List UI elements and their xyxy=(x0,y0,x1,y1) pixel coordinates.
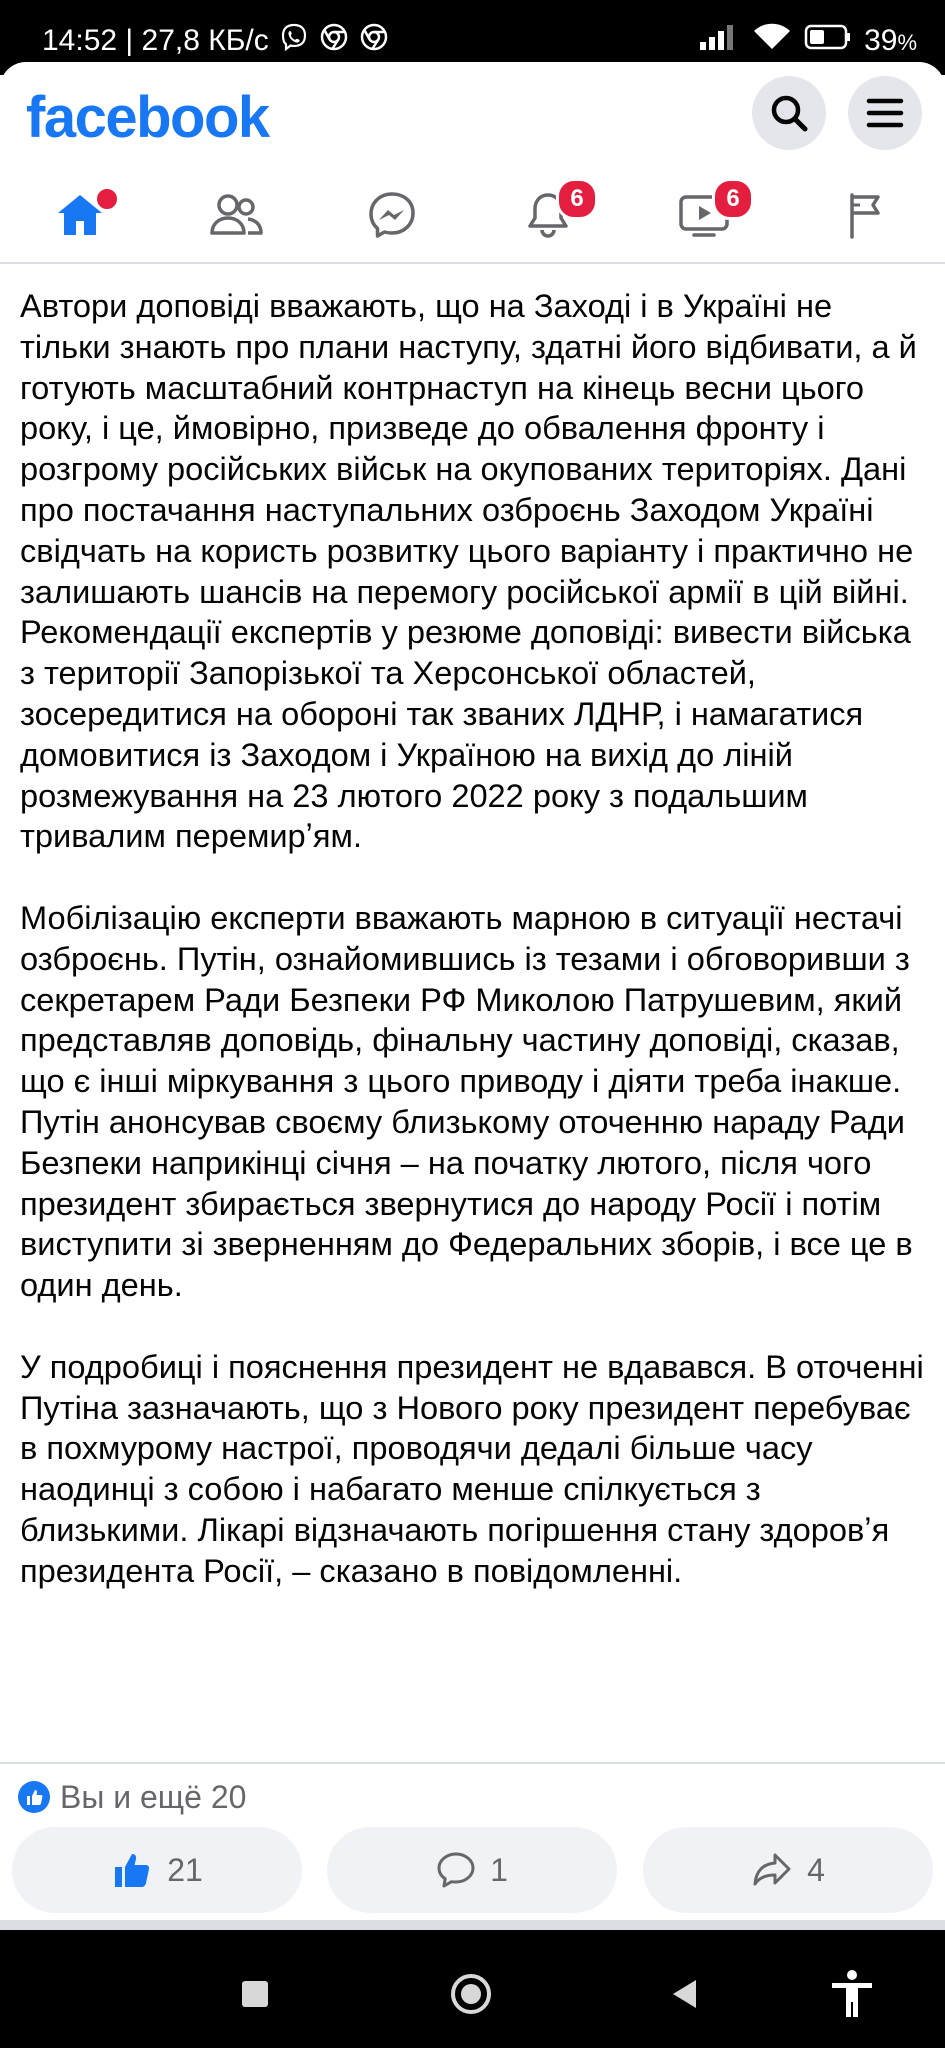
top-nav xyxy=(0,172,945,260)
tab-home[interactable] xyxy=(20,172,140,258)
messenger-icon xyxy=(366,189,418,241)
wifi-icon xyxy=(752,22,792,60)
tab-friends[interactable] xyxy=(176,172,296,258)
reactions-summary[interactable] xyxy=(18,1775,246,1819)
signal-icon xyxy=(698,22,740,60)
app-header xyxy=(0,62,945,264)
comment-button[interactable] xyxy=(327,1827,617,1913)
battery-icon xyxy=(804,23,852,59)
notifications-badge: 6 xyxy=(556,178,598,220)
back-button[interactable] xyxy=(655,1964,715,2024)
search-button[interactable] xyxy=(752,76,826,150)
tab-notifications[interactable] xyxy=(488,172,608,258)
separator-strip xyxy=(0,1920,945,1930)
back-triangle-icon xyxy=(668,1977,702,2011)
share-count: 4 xyxy=(807,1851,825,1888)
home-system-button[interactable] xyxy=(441,1964,501,2024)
post-text xyxy=(20,286,930,1632)
reactions-text: Вы и ещё 20 xyxy=(60,1778,247,1815)
like-reaction-icon xyxy=(18,1781,50,1813)
post-paragraph: У подробиці і пояснення президент не вдавався. В оточенні Путіна зазначають, що з Нового року президент перебуває в похмурому настрої, проводячи дедалі більше часу наодинці з собою і набагато менше спілкується з близькими. Лікарі відзначають погіршення стану здоровʼя президента Росії, – сказано в повідомленні. xyxy=(20,1347,924,1589)
comment-icon xyxy=(436,1850,476,1890)
home-new-dot xyxy=(94,186,120,212)
post-paragraph: Мобілізацію експерти вважають марною в ситуації нестачі озброєнь. Путін, ознайомившись із тезами і обговоривши з секретарем Ради Безпеки РФ Миколою Патрушевим, який представляв доповідь, фінальну частину доповіді, сказав, що є інші міркування з цього приводу і діяти треба інакше. Путін анонсував своєму близькому оточенню нараду Ради Безпеки наприкінці січня – на початку лютого, після чого президент збирається звернутися до народу Росії і потім виступити зі зверненням до Федеральних зборів, і все це в один день. xyxy=(20,898,913,1304)
tab-watch[interactable] xyxy=(644,172,764,258)
friends-icon xyxy=(208,189,264,241)
menu-button[interactable] xyxy=(848,76,922,150)
thumbs-up-icon xyxy=(111,1849,153,1891)
menu-icon xyxy=(863,91,907,135)
recents-button[interactable] xyxy=(225,1964,285,2024)
like-button[interactable] xyxy=(12,1827,302,1913)
post-paragraph: Автори доповіді вважають, що на Заході і в Україні не тільки знають про плани наступу, здатні його відбивати, а й готують масштабний контрнаступ на кінець весни цього року, і це, ймовірно, призведе до обвалення фронту і розгрому російських військ на окупованих територіях. Дані про постачання наступальних озброєнь Заходом Україні свідчать на користь розвитку цього варіанту і практично не залишають шансів на перемогу російської армії в цій війні. Рекомендації експертів у резюме доповіді: вивести війська з території Запорізької та Херсонської областей, зосередитися на обороні так званих ЛДНР, і намагатися домовитися із Заходом і Україною на вихід до ліній розмежування на 23 лютого 2022 року з подальшим тривалим перемирʼям. xyxy=(20,287,917,855)
flag-icon xyxy=(840,189,892,241)
search-icon xyxy=(767,91,811,135)
tab-messenger[interactable] xyxy=(332,172,452,258)
square-icon xyxy=(239,1978,271,2010)
comment-count: 1 xyxy=(490,1851,508,1888)
accessibility-icon xyxy=(828,1968,876,2020)
post-actions xyxy=(12,1827,933,1913)
viber-icon xyxy=(279,22,309,60)
chrome-icon xyxy=(319,22,349,60)
chrome-icon xyxy=(359,22,389,60)
facebook-logo[interactable]: facebook xyxy=(26,85,269,150)
tab-pages[interactable] xyxy=(806,172,926,258)
divider xyxy=(0,1762,945,1764)
share-icon xyxy=(751,1850,793,1890)
circle-icon xyxy=(448,1971,494,2017)
share-button[interactable] xyxy=(643,1827,933,1913)
system-nav-bar xyxy=(0,1930,945,2048)
accessibility-button[interactable] xyxy=(822,1964,882,2024)
battery-percent: 39% xyxy=(864,24,917,57)
watch-badge: 6 xyxy=(712,178,754,220)
status-time-speed: 14:52 | 27,8 КБ/с xyxy=(42,24,269,57)
like-count: 21 xyxy=(167,1851,203,1888)
